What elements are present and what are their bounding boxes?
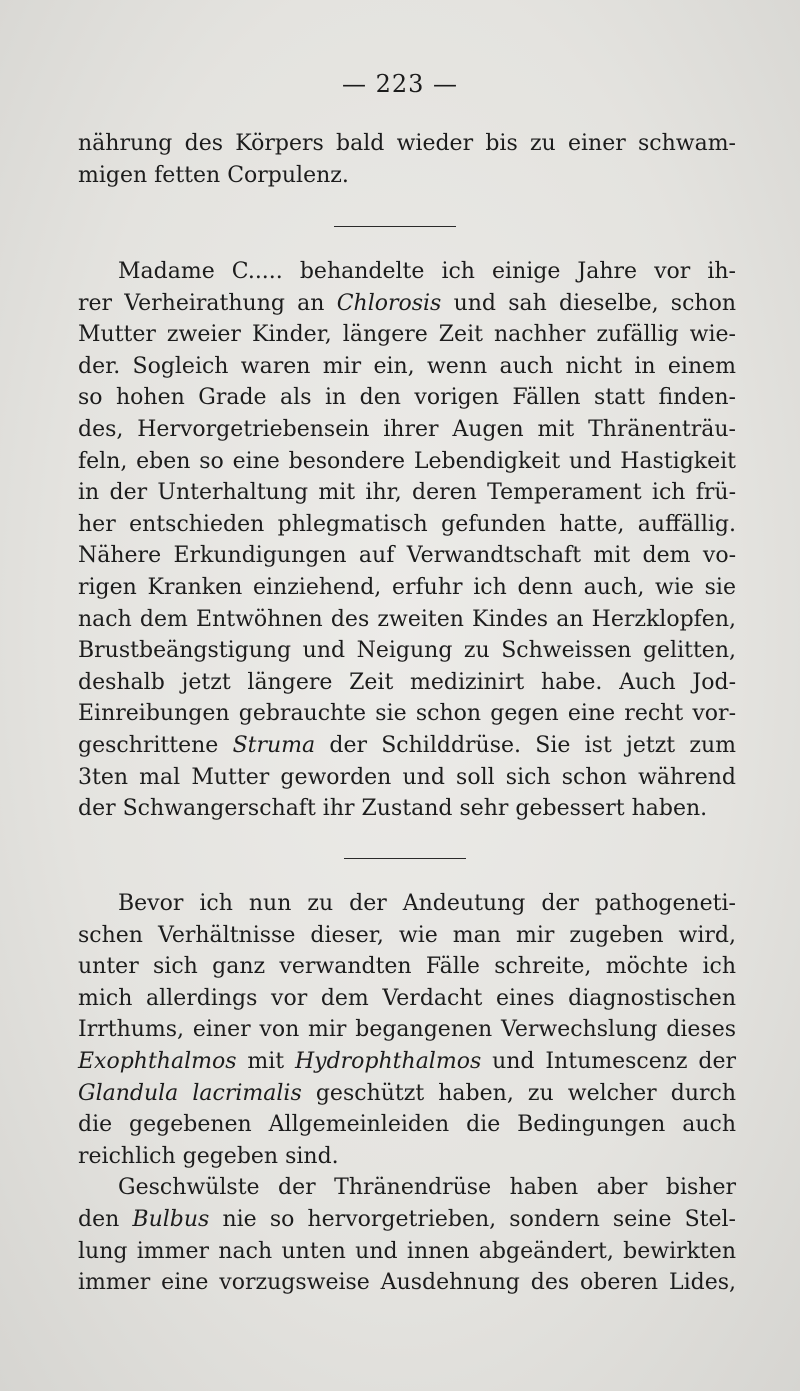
text-line: immer eine vorzugsweise Ausdehnung des oberen Lides, — [78, 1270, 736, 1296]
section-divider — [334, 226, 456, 227]
text-line: in der Unterhaltung mit ihr, deren Temperament ich frü- — [78, 480, 736, 506]
text-line: 3ten mal Mutter geworden und soll sich schon während — [78, 764, 736, 790]
text-line: deshalb jetzt längere Zeit medizinirt habe. Auch Jod- — [78, 669, 736, 695]
paragraph-madame-c — [78, 256, 736, 825]
text-line: nährung des Körpers bald wieder bis zu einer schwam- — [78, 131, 736, 156]
text-line: Brustbeängstigung und Neigung zu Schweissen gelitten, — [78, 638, 736, 664]
italic-term: Glandula lacrimalis — [78, 1080, 302, 1106]
text-line: unter sich ganz verwandten Fälle schreite, möchte ich — [78, 954, 736, 980]
text-line: reichlich gegeben sind. — [78, 1143, 339, 1169]
text-line: lung immer nach unten und innen abgeändert, bewirkten — [78, 1238, 736, 1264]
text-line: Exophthalmos mit Hydrophthalmos und Intumescenz der — [78, 1048, 736, 1074]
text-line: nach dem Entwöhnen des zweiten Kindes an Herzklopfen, — [78, 606, 736, 632]
text-line: Einreibungen gebrauchte sie schon gegen eine recht vor- — [78, 701, 736, 727]
text-line: den Bulbus nie so hervorgetrieben, sondern seine Stel- — [78, 1206, 736, 1232]
text-line: Bevor ich nun zu der Andeutung der pathogeneti- — [118, 891, 736, 916]
text-line: geschrittene Struma der Schilddrüse. Sie ist jetzt zum — [78, 732, 736, 758]
text-line: her entschieden phlegmatisch gefunden hatte, auffällig. — [78, 511, 736, 537]
text-line: rigen Kranken einziehend, erfuhr ich denn auch, wie sie — [78, 574, 736, 600]
text-line: mich allerdings vor dem Verdacht eines diagnostischen — [78, 985, 736, 1011]
text-line: rer Verheirathung an Chlorosis und sah dieselbe, schon — [78, 290, 736, 316]
text-line: feln, eben so eine besondere Lebendigkeit und Hastigkeit — [78, 448, 736, 474]
text-line: so hohen Grade als in den vorigen Fällen statt finden- — [78, 385, 736, 411]
text-line: Madame C..... behandelte ich einige Jahre vor ih- — [118, 259, 736, 284]
italic-term: Exophthalmos — [78, 1048, 237, 1074]
text-line: schen Verhältnisse dieser, wie man mir zugeben wird, — [78, 922, 736, 948]
paragraph-continuation — [78, 128, 736, 191]
text-line: Nähere Erkundigungen auf Verwandtschaft mit dem vo- — [78, 543, 736, 569]
text-line: Mutter zweier Kinder, längere Zeit nachher zufällig wie- — [78, 322, 736, 348]
italic-term: Bulbus — [132, 1206, 210, 1232]
text-line: des, Hervorgetriebensein ihrer Augen mit Thränenträu- — [78, 416, 736, 442]
page-number: — 223 — — [341, 70, 459, 98]
text-line: der Schwangerschaft ihr Zustand sehr gebessert haben. — [78, 796, 708, 822]
text-line: Geschwülste der Thränendrüse haben aber bisher — [118, 1175, 736, 1201]
paragraph-pathogenesis — [78, 888, 736, 1299]
text-line: der. Sogleich waren mir ein, wenn auch nicht in einem — [78, 353, 736, 379]
italic-term: Hydrophthalmos — [294, 1048, 482, 1074]
italic-term: Chlorosis — [336, 290, 442, 316]
text-line: migen fetten Corpulenz. — [78, 162, 349, 188]
text-line: die gegebenen Allgemeinleiden die Bedingungen auch — [78, 1112, 736, 1138]
text-line: Glandula lacrimalis geschützt haben, zu welcher durch — [78, 1080, 736, 1106]
italic-term: Struma — [232, 732, 316, 758]
section-divider — [344, 858, 466, 859]
text-line: Irrthums, einer von mir begangenen Verwechslung dieses — [78, 1017, 736, 1043]
